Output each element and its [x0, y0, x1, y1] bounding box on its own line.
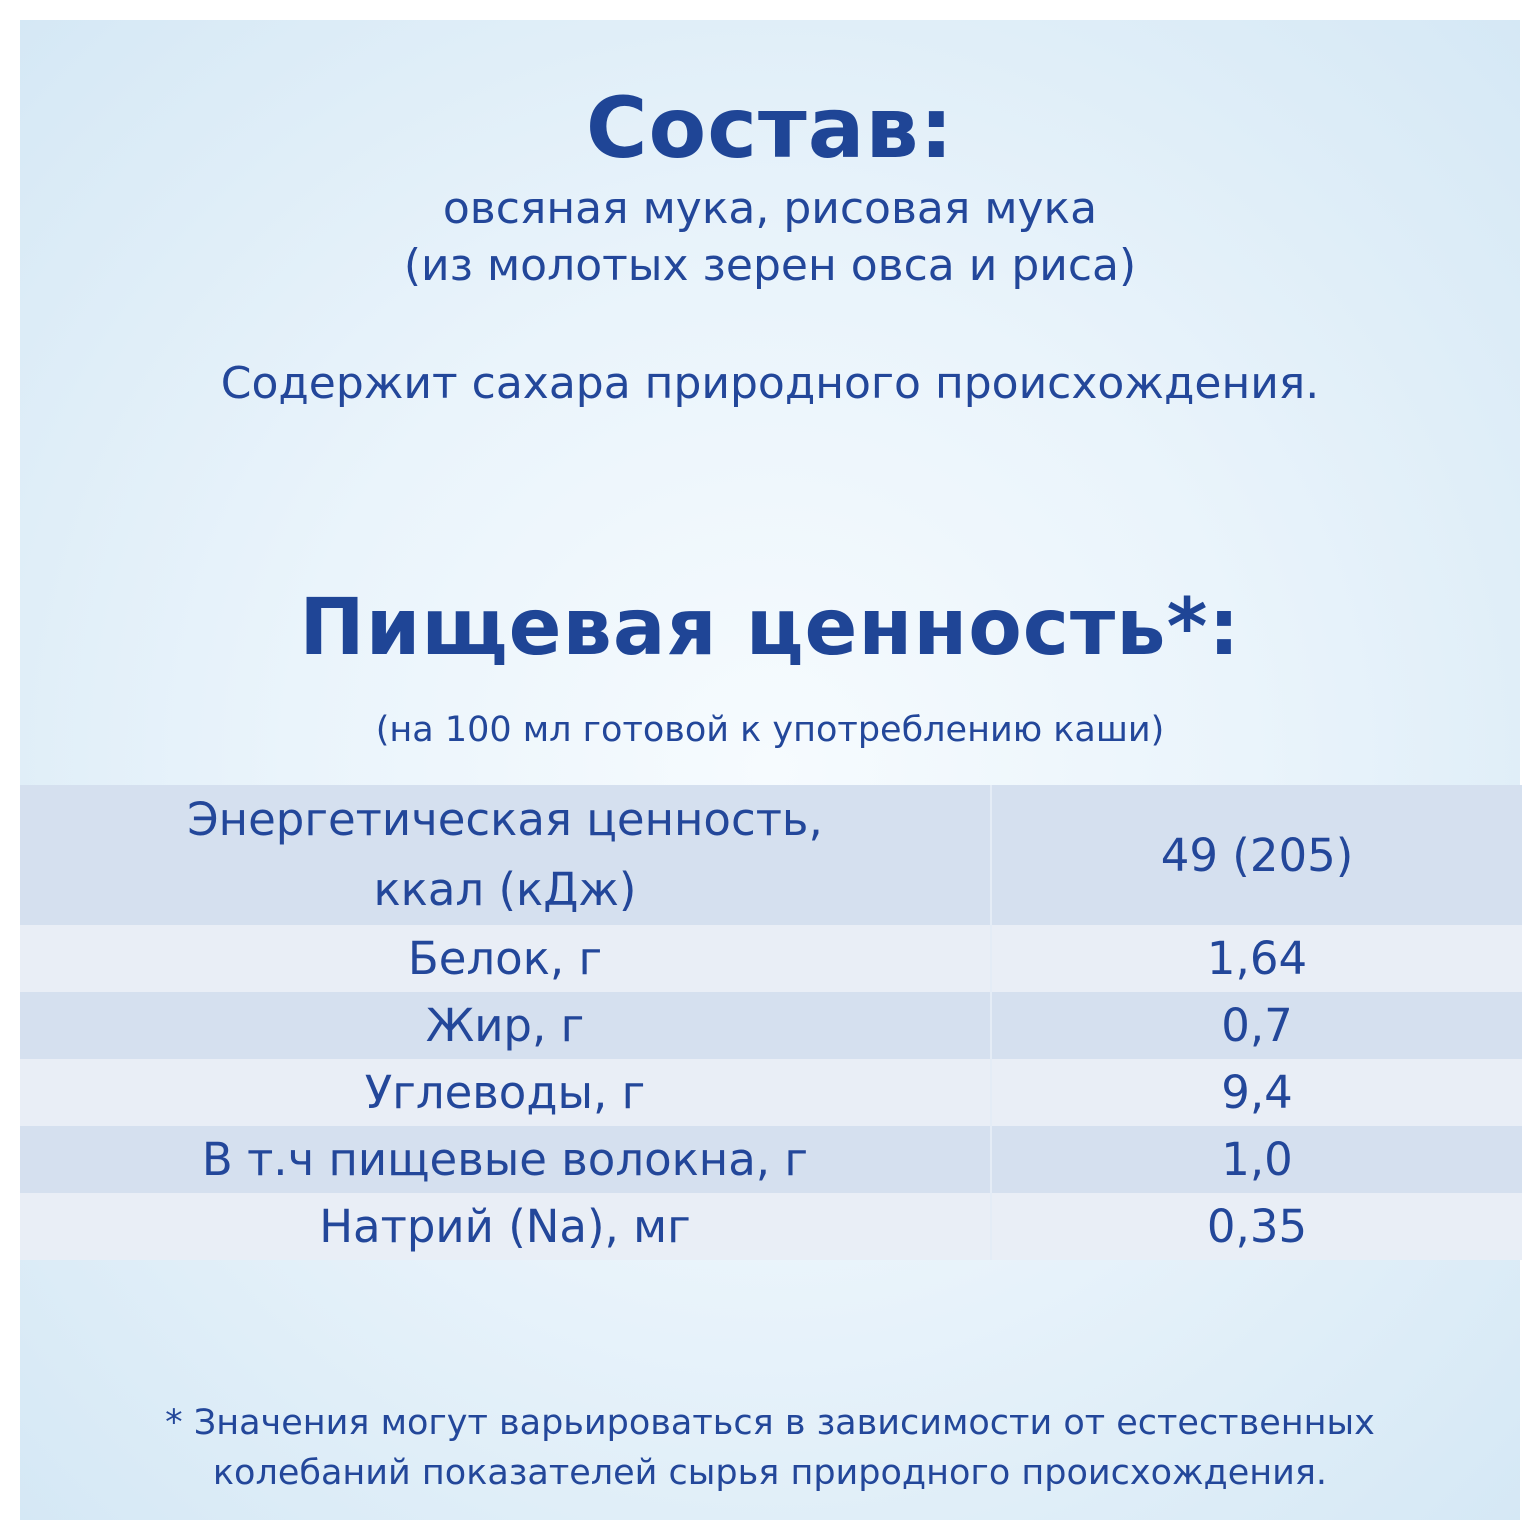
nutrient-name-line-1: Энергетическая ценность, — [187, 793, 823, 846]
nutrient-name: Углеводы, г — [20, 1059, 991, 1126]
nutrient-name: Жир, г — [20, 992, 991, 1059]
nutrient-value: 0,35 — [991, 1193, 1522, 1260]
sugar-note: Содержит сахара природного происхождения. — [220, 358, 1320, 409]
serving-note: (на 100 мл готовой к употреблению каши) — [375, 710, 1165, 750]
table-row — [20, 1193, 1522, 1260]
table-row — [20, 1059, 1522, 1126]
nutrient-name: В т.ч пищевые волокна, г — [20, 1126, 991, 1193]
table-row — [20, 785, 1522, 925]
footnote — [20, 1398, 1520, 1498]
nutrient-name — [20, 785, 991, 925]
nutrient-value: 49 (205) — [991, 785, 1522, 925]
nutrient-name: Белок, г — [20, 925, 991, 992]
nutrient-value: 1,0 — [991, 1126, 1522, 1193]
footnote-line-2: колебаний показателей сырья природного происхождения. — [212, 1453, 1328, 1493]
nutrient-name-line-2: ккал (кДж) — [373, 863, 637, 916]
table-row — [20, 925, 1522, 992]
nutrient-value: 9,4 — [991, 1059, 1522, 1126]
ingredients-line-2: (из молотых зерен овса и риса) — [403, 240, 1137, 291]
composition-title: Состав: — [585, 79, 955, 177]
ingredients-line-1: овсяная мука, рисовая мука — [442, 183, 1098, 234]
nutrition-title: Пищевая ценность*: — [299, 583, 1241, 673]
footnote-line-1: * Значения могут варьироваться в зависимости от естественных — [165, 1403, 1375, 1443]
nutrient-value: 1,64 — [991, 925, 1522, 992]
nutrition-info-card — [20, 20, 1520, 1520]
nutrient-name: Натрий (Na), мг — [20, 1193, 991, 1260]
table-row — [20, 992, 1522, 1059]
table-row — [20, 1126, 1522, 1193]
nutrition-table — [20, 785, 1522, 1260]
ingredients-text — [20, 180, 1520, 294]
nutrient-value: 0,7 — [991, 992, 1522, 1059]
